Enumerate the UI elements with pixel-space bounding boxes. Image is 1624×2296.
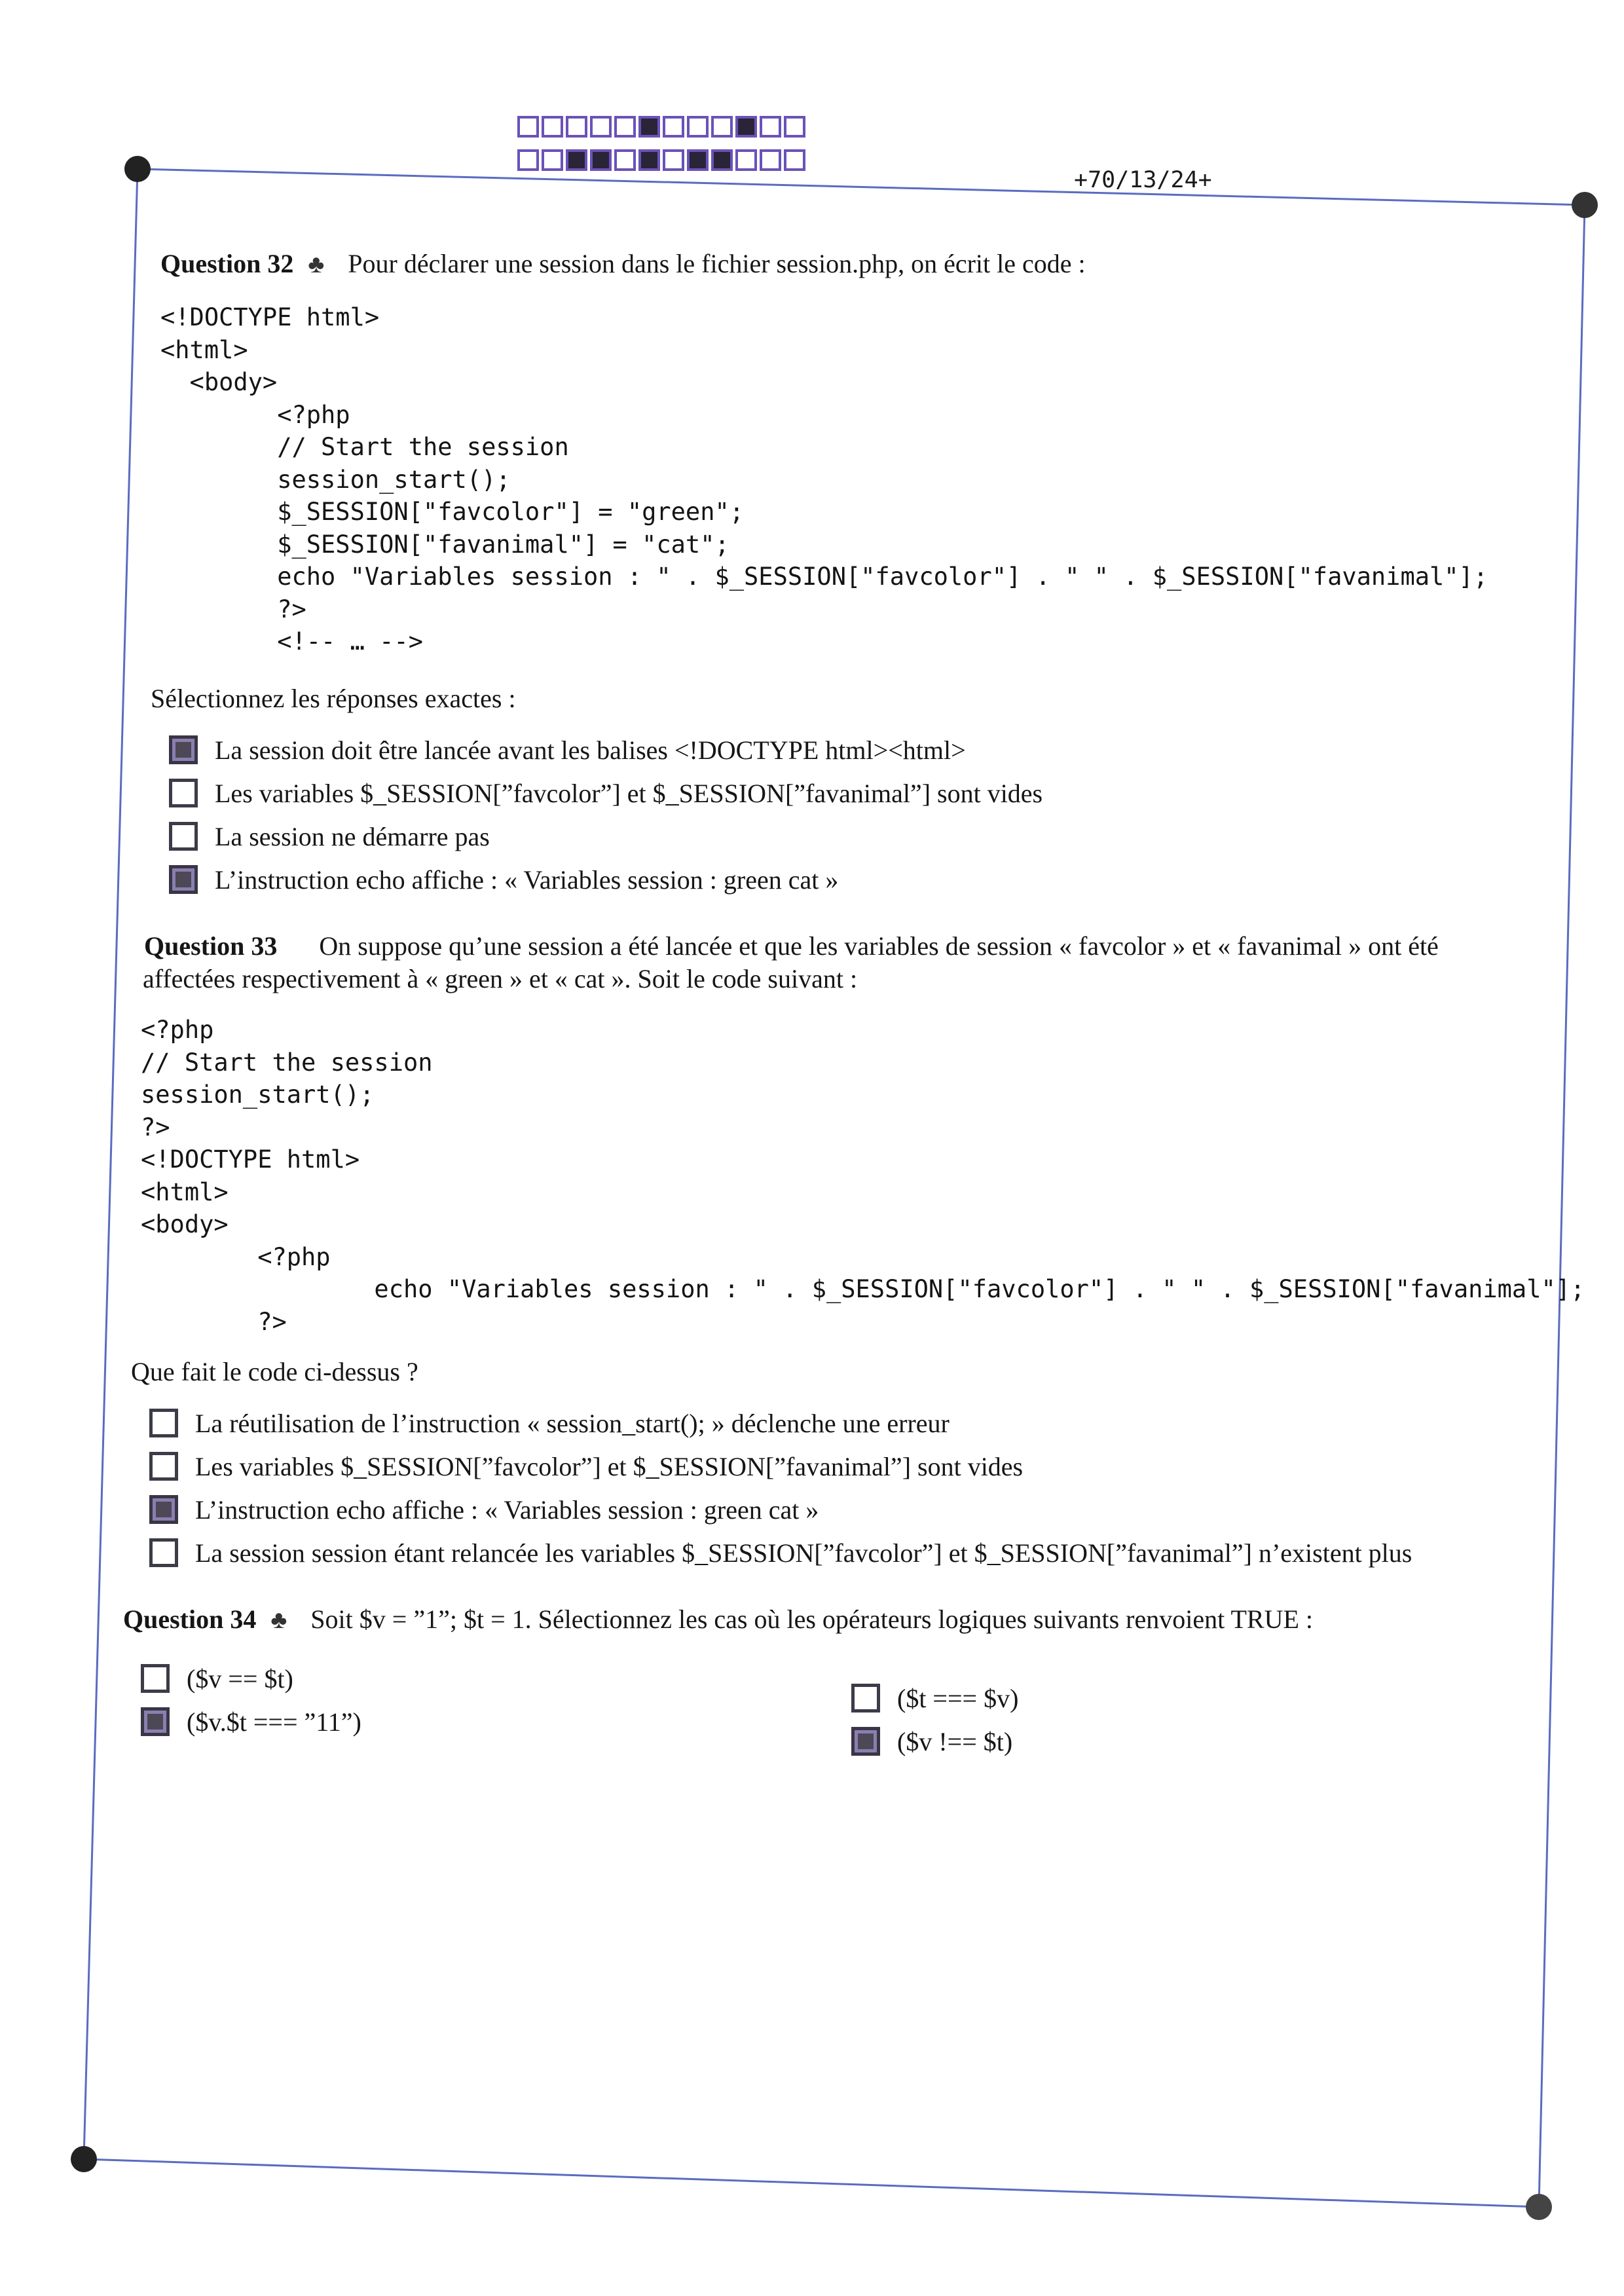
id-box: [711, 116, 733, 138]
answer-label: ($v == $t): [187, 1663, 293, 1694]
answer-label: Les variables $_SESSION[”favcolor”] et $_SESSION[”favanimal”] sont vides: [195, 1451, 1024, 1481]
answer-label: La session ne démarre pas: [215, 821, 490, 851]
id-box: [614, 149, 636, 171]
question-34-answers-right: [851, 1676, 1018, 1763]
checked-box-icon[interactable]: [141, 1707, 170, 1736]
answer-option[interactable]: [169, 771, 1043, 815]
id-box: [517, 116, 539, 138]
id-box: [517, 149, 539, 171]
id-box: [760, 116, 781, 138]
answer-option[interactable]: [141, 1657, 361, 1700]
answer-label: La réutilisation de l’instruction « session_start(); » déclenche une erreur: [195, 1408, 950, 1438]
empty-box-icon[interactable]: [149, 1452, 178, 1481]
id-box: [614, 116, 636, 138]
question-32-header: [160, 248, 1086, 281]
id-box: [687, 116, 709, 138]
answer-label: L’instruction echo affiche : « Variables session : green cat »: [195, 1494, 819, 1525]
id-box: [590, 116, 612, 138]
page-id: +70/13/24+: [1074, 167, 1212, 193]
empty-box-icon[interactable]: [169, 779, 198, 807]
id-box: [542, 116, 563, 138]
id-box: [735, 116, 757, 138]
id-box: [784, 116, 805, 138]
answer-label: La session session étant relancée les variables $_SESSION[”favcolor”] et $_SESSION[”favanimal”] n’existent plus: [195, 1538, 1412, 1568]
question-statement: Soit $v = ”1”; $t = 1. Sélectionnez les cas où les opérateurs logiques suivants renvoient TRUE :: [310, 1604, 1314, 1634]
empty-box-icon[interactable]: [149, 1409, 178, 1437]
answer-label: ($v !== $t): [897, 1726, 1013, 1756]
question-33-prompt: Que fait le code ci-dessus ?: [131, 1357, 418, 1386]
answer-option[interactable]: [149, 1445, 1412, 1488]
id-box: [760, 149, 781, 171]
question-33-code: <?php // Start the session session_start(); ?> <!DOCTYPE html> <html> <body> <?php echo "Variables session : " . $_SESSION["favcolor"] . " " . $_SESSION["favanimal"]; ?>: [141, 1016, 1585, 1336]
checked-box-icon[interactable]: [851, 1727, 880, 1756]
id-box: [638, 116, 660, 138]
id-box: [784, 149, 805, 171]
question-32-code: <!DOCTYPE html> <html> <body> <?php // Start the session session_start(); $_SESSION["favcolor"] = "green"; $_SESSION["favanimal"] = "cat"; echo "Variables session : " . $_SESSION["favcolor"] . " " . $_SESSION["favanimal"]; ?> <!-- … -->: [160, 303, 1488, 656]
club-icon: ♣: [308, 251, 325, 278]
question-33-statement-continued: affectées respectivement à « green » et « cat ». Soit le code suivant :: [143, 964, 858, 993]
id-box: [711, 149, 733, 171]
id-box: [638, 149, 660, 171]
id-box: [566, 116, 587, 138]
question-32-prompt: Sélectionnez les réponses exactes :: [151, 684, 516, 713]
id-box: [663, 149, 684, 171]
answer-option[interactable]: [149, 1488, 1412, 1531]
answer-option[interactable]: [169, 728, 1043, 771]
registration-dot-bottom-right: [1526, 2194, 1552, 2220]
checked-box-icon[interactable]: [169, 735, 198, 764]
registration-dot-bottom-left: [71, 2146, 97, 2172]
question-32-answers: [169, 728, 1043, 901]
id-row-1: [517, 116, 805, 138]
question-statement: On suppose qu’une session a été lancée et que les variables de session « favcolor » et « favanimal » ont été: [319, 931, 1439, 961]
id-box: [590, 149, 612, 171]
answer-option[interactable]: [169, 858, 1043, 901]
question-number: Question 32: [160, 249, 294, 278]
club-icon: ♣: [270, 1606, 287, 1634]
answer-label: La session doit être lancée avant les balises <!DOCTYPE html><html>: [215, 735, 966, 765]
answer-label: ($t === $v): [897, 1683, 1019, 1713]
id-box: [566, 149, 587, 171]
empty-box-icon[interactable]: [851, 1684, 880, 1713]
answer-label: Les variables $_SESSION[”favcolor”] et $_SESSION[”favanimal”] sont vides: [215, 778, 1043, 808]
answer-option[interactable]: [169, 815, 1043, 858]
checked-box-icon[interactable]: [149, 1495, 178, 1524]
id-box: [542, 149, 563, 171]
answer-label: L’instruction echo affiche : « Variables session : green cat »: [215, 864, 839, 895]
question-33-answers: [149, 1401, 1412, 1574]
empty-box-icon[interactable]: [149, 1538, 178, 1567]
question-statement: Pour déclarer une session dans le fichier session.php, on écrit le code :: [348, 249, 1086, 278]
question-34-header: [123, 1603, 1313, 1637]
question-34-answers-left: [141, 1657, 361, 1743]
answer-option[interactable]: [851, 1676, 1018, 1720]
question-33-header: [144, 930, 1439, 963]
answer-option[interactable]: [141, 1700, 361, 1743]
question-number: Question 34: [123, 1604, 257, 1634]
question-number: Question 33: [144, 931, 278, 961]
answer-option[interactable]: [851, 1720, 1018, 1763]
empty-box-icon[interactable]: [141, 1664, 170, 1693]
checked-box-icon[interactable]: [169, 865, 198, 894]
empty-box-icon[interactable]: [169, 822, 198, 851]
id-box: [663, 116, 684, 138]
id-row-2: [517, 149, 805, 171]
id-box: [687, 149, 709, 171]
registration-dot-top-right: [1572, 192, 1598, 218]
registration-dot-top-left: [124, 156, 151, 182]
answer-option[interactable]: [149, 1401, 1412, 1445]
answer-label: ($v.$t === ”11”): [187, 1707, 361, 1737]
answer-option[interactable]: [149, 1531, 1412, 1574]
id-box: [735, 149, 757, 171]
